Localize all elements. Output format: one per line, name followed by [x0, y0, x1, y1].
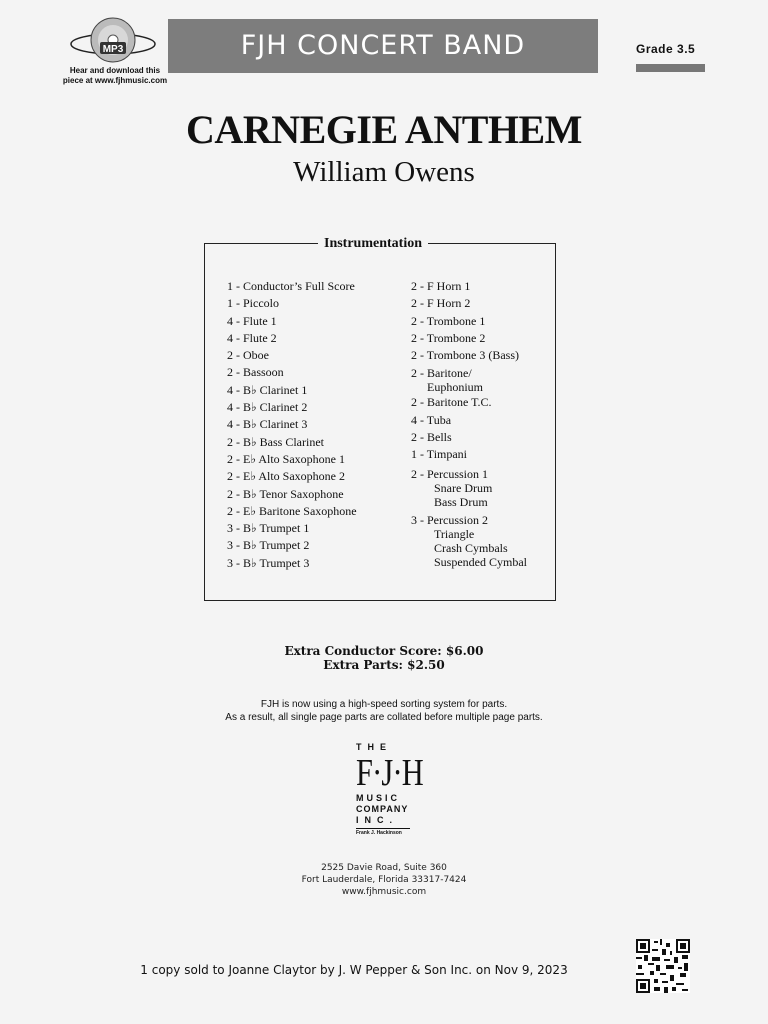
instrument-subline: Crash Cymbals — [434, 540, 508, 555]
address-website: www.fjhmusic.com — [341, 887, 427, 897]
instrument-line: 2 - B♭ Bass Clarinet — [227, 434, 324, 449]
mp3-badge: MP3 — [102, 44, 124, 55]
instrument-line: 4 - Tuba — [411, 412, 452, 427]
mp3-caption-line1: Hear and download this — [69, 66, 161, 75]
logo-company: COMPANY — [356, 804, 409, 814]
instrument-line: 2 - Baritone/ — [411, 366, 472, 381]
instrument-line: 2 - F Horn 2 — [411, 296, 471, 311]
instrumentation-left-column — [227, 278, 357, 572]
series-title: FJH CONCERT BAND — [240, 30, 526, 61]
sorting-note — [0, 698, 768, 724]
instrument-line: 2 - Bassoon — [227, 365, 284, 380]
prices-block — [0, 644, 768, 672]
sorting-note-line2: As a result, all single page parts are collated before multiple page parts. — [225, 712, 543, 723]
instrument-subline: Snare Drum — [434, 480, 493, 495]
sold-to-line: 1 copy sold to Joanne Claytor by J. W Pepper & Son Inc. on Nov 9, 2023 — [140, 963, 568, 977]
piece-title: CARNEGIE ANTHEM — [186, 107, 582, 152]
fjh-publisher-logo — [356, 742, 423, 837]
instrument-line: 3 - B♭ Trumpet 1 — [227, 521, 310, 536]
instrument-line: 1 - Conductor’s Full Score — [227, 279, 355, 293]
instrument-line: 2 - Oboe — [227, 348, 269, 363]
instrumentation-heading: Instrumentation — [318, 236, 428, 252]
mp3-caption — [60, 66, 170, 86]
instrument-line: 3 - B♭ Trumpet 2 — [227, 538, 310, 553]
mp3-cd-icon — [68, 14, 158, 74]
instrument-line: 4 - B♭ Clarinet 1 — [227, 382, 308, 397]
address-line1: 2525 Davie Road, Suite 360 — [321, 863, 447, 873]
instrument-line: 4 - Flute 1 — [227, 313, 277, 328]
instrument-subline: Euphonium — [427, 380, 483, 395]
instrument-line: 4 - Flute 2 — [227, 330, 277, 345]
instrument-line: 1 - Piccolo — [227, 296, 279, 311]
logo-the: THE — [356, 742, 392, 752]
grade-bar — [636, 64, 705, 72]
instrument-subline: Bass Drum — [434, 494, 488, 509]
instrument-line: 2 - Baritone T.C. — [411, 395, 492, 410]
instrument-line: 2 - E♭ Alto Saxophone 2 — [227, 469, 345, 484]
instrument-line: 2 - Trombone 2 — [411, 330, 486, 345]
address-line2: Fort Lauderdale, Florida 33317-7424 — [301, 875, 467, 885]
extra-parts-price: Extra Parts: $2.50 — [323, 658, 445, 672]
instrument-subline: Suspended Cymbal — [434, 554, 527, 569]
logo-inc: INC. — [356, 815, 398, 825]
instrument-line: 4 - B♭ Clarinet 2 — [227, 400, 308, 415]
instrument-line: 2 - Percussion 1 — [411, 466, 488, 481]
composer-name: William Owens — [293, 156, 475, 188]
instrument-line: 2 - F Horn 1 — [411, 279, 471, 293]
qr-code-icon — [636, 939, 690, 993]
instrument-line: 4 - B♭ Clarinet 3 — [227, 417, 308, 432]
instrument-line: 2 - E♭ Alto Saxophone 1 — [227, 451, 345, 466]
instrument-line: 1 - Timpani — [411, 447, 468, 462]
instrument-line: 2 - B♭ Tenor Saxophone — [227, 486, 344, 501]
instrumentation-right-column — [411, 278, 527, 569]
logo-signature: Frank J. Hackinson — [356, 828, 410, 837]
instrument-line: 2 - E♭ Baritone Saxophone — [227, 503, 357, 518]
logo-music: MUSIC — [356, 793, 400, 803]
instrument-line: 3 - B♭ Trumpet 3 — [227, 555, 310, 570]
instrument-line: 2 - Trombone 3 (Bass) — [411, 348, 520, 363]
sorting-note-line1: FJH is now using a high-speed sorting system for parts. — [260, 699, 508, 710]
instrument-line: 2 - Trombone 1 — [411, 313, 486, 328]
conductor-score-price: Extra Conductor Score: $6.00 — [284, 644, 484, 658]
instrument-subline: Triangle — [434, 526, 475, 541]
instrument-line: 3 - Percussion 2 — [411, 512, 488, 527]
publisher-address — [0, 862, 768, 898]
grade-label: Grade 3.5 — [636, 42, 696, 56]
mp3-caption-line2: piece at www.fjhmusic.com — [62, 76, 168, 85]
instrument-line: 2 - Bells — [411, 430, 452, 445]
logo-fjh: F·J·H — [356, 752, 423, 794]
